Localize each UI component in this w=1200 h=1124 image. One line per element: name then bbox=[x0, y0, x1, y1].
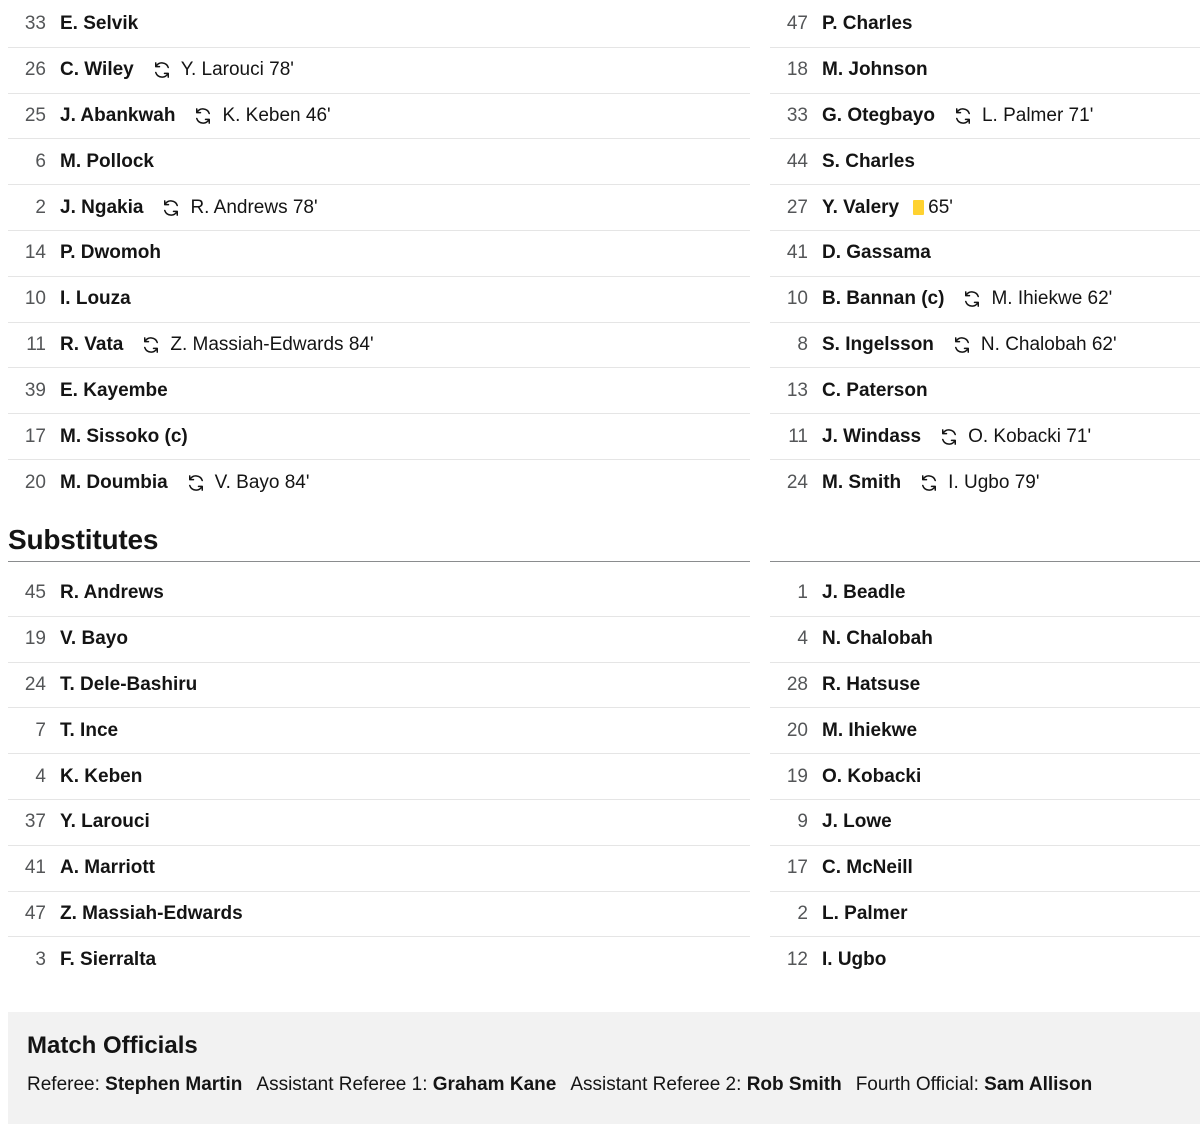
player-name: T. Dele-Bashiru bbox=[60, 673, 198, 695]
official-name: Graham Kane bbox=[432, 1074, 557, 1095]
shirt-number: 10 bbox=[786, 288, 808, 310]
player-name: M. Smith bbox=[822, 471, 902, 493]
substitute-name: O. Kobacki 71' bbox=[968, 425, 1092, 447]
substitution bbox=[939, 426, 1091, 448]
player-row bbox=[770, 571, 1200, 617]
substitutes-divider-home bbox=[8, 561, 750, 562]
substitution bbox=[193, 105, 330, 127]
player-name: P. Dwomoh bbox=[60, 242, 161, 264]
player-name: E. Selvik bbox=[60, 13, 139, 35]
player-name: C. Wiley bbox=[60, 59, 134, 81]
player-name: M. Pollock bbox=[60, 150, 154, 172]
shirt-number: 10 bbox=[24, 288, 46, 310]
player-row bbox=[8, 846, 750, 892]
player-row bbox=[770, 846, 1200, 892]
player-row bbox=[8, 323, 750, 369]
shirt-number: 9 bbox=[797, 811, 808, 833]
substitution-icon bbox=[161, 198, 190, 218]
player-row bbox=[770, 663, 1200, 709]
player-row bbox=[770, 800, 1200, 846]
yellow-card-icon bbox=[913, 200, 924, 215]
official-name: Sam Allison bbox=[984, 1074, 1093, 1095]
booking bbox=[913, 197, 953, 219]
shirt-number: 2 bbox=[797, 902, 808, 924]
official-role: Assistant Referee 2: bbox=[570, 1074, 747, 1095]
shirt-number: 20 bbox=[24, 471, 46, 493]
player-row bbox=[8, 185, 750, 231]
substitute-name: Z. Massiah-Edwards 84' bbox=[170, 333, 374, 355]
player-name: M. Ihiekwe bbox=[822, 719, 918, 741]
player-row bbox=[770, 892, 1200, 938]
shirt-number: 39 bbox=[24, 379, 46, 401]
player-row bbox=[8, 937, 750, 983]
shirt-number: 37 bbox=[24, 811, 46, 833]
home-substitutes bbox=[8, 571, 750, 983]
match-officials-heading: Match Officials bbox=[27, 1032, 198, 1059]
player-name: J. Windass bbox=[822, 425, 922, 447]
player-name: O. Kobacki bbox=[822, 765, 922, 787]
shirt-number: 47 bbox=[24, 902, 46, 924]
shirt-number: 28 bbox=[786, 673, 808, 695]
player-row bbox=[8, 94, 750, 140]
away-lineup bbox=[770, 2, 1200, 506]
shirt-number: 33 bbox=[24, 13, 46, 35]
player-name: Z. Massiah-Edwards bbox=[60, 902, 243, 924]
shirt-number: 19 bbox=[786, 765, 808, 787]
substitution-icon bbox=[962, 289, 991, 309]
player-row bbox=[770, 185, 1200, 231]
player-name: Y. Larouci bbox=[60, 811, 150, 833]
player-name: L. Palmer bbox=[822, 902, 908, 924]
player-row bbox=[8, 231, 750, 277]
player-name: B. Bannan (c) bbox=[822, 288, 945, 310]
shirt-number: 18 bbox=[786, 59, 808, 81]
player-row bbox=[8, 460, 750, 506]
player-row bbox=[8, 892, 750, 938]
shirt-number: 24 bbox=[786, 471, 808, 493]
player-row bbox=[770, 277, 1200, 323]
substitution-icon bbox=[952, 335, 981, 355]
booking-time: 65' bbox=[928, 196, 953, 218]
shirt-number: 14 bbox=[24, 242, 46, 264]
player-name: E. Kayembe bbox=[60, 379, 168, 401]
player-row bbox=[8, 139, 750, 185]
player-row bbox=[770, 937, 1200, 983]
shirt-number: 17 bbox=[786, 857, 808, 879]
substitute-name: L. Palmer 71' bbox=[981, 104, 1094, 126]
player-name: K. Keben bbox=[60, 765, 143, 787]
player-row bbox=[770, 368, 1200, 414]
player-name: C. McNeill bbox=[822, 857, 913, 879]
shirt-number: 25 bbox=[24, 104, 46, 126]
shirt-number: 33 bbox=[786, 104, 808, 126]
shirt-number: 20 bbox=[786, 719, 808, 741]
shirt-number: 1 bbox=[797, 582, 808, 604]
player-name: I. Louza bbox=[60, 288, 131, 310]
away-substitutes bbox=[770, 571, 1200, 983]
player-row bbox=[770, 231, 1200, 277]
player-row bbox=[8, 754, 750, 800]
substitute-name: M. Ihiekwe 62' bbox=[991, 288, 1113, 310]
player-name: G. Otegbayo bbox=[822, 104, 935, 126]
substitution bbox=[161, 197, 317, 219]
player-name: Y. Valery bbox=[822, 196, 900, 218]
officials-list bbox=[27, 1074, 1181, 1096]
player-row bbox=[8, 277, 750, 323]
substitution-icon bbox=[141, 335, 170, 355]
player-name: S. Ingelsson bbox=[822, 333, 934, 355]
player-name: S. Charles bbox=[822, 150, 915, 172]
player-name: T. Ince bbox=[60, 719, 119, 741]
shirt-number: 17 bbox=[24, 425, 46, 447]
player-row bbox=[770, 48, 1200, 94]
substitution-icon bbox=[919, 473, 948, 493]
shirt-number: 11 bbox=[26, 333, 46, 355]
player-name: J. Abankwah bbox=[60, 104, 176, 126]
player-name: R. Andrews bbox=[60, 582, 164, 604]
player-name: J. Lowe bbox=[822, 811, 892, 833]
substitute-name: V. Bayo 84' bbox=[214, 471, 310, 493]
substitution bbox=[952, 334, 1117, 356]
shirt-number: 2 bbox=[35, 196, 46, 218]
substitute-name: K. Keben 46' bbox=[222, 104, 331, 126]
shirt-number: 4 bbox=[797, 628, 808, 650]
official-role: Assistant Referee 1: bbox=[256, 1074, 433, 1095]
substitute-name: N. Chalobah 62' bbox=[980, 333, 1117, 355]
shirt-number: 11 bbox=[788, 425, 808, 447]
player-row bbox=[8, 414, 750, 460]
player-name: M. Sissoko (c) bbox=[60, 425, 188, 447]
player-row bbox=[770, 754, 1200, 800]
player-name: F. Sierralta bbox=[60, 949, 157, 971]
player-name: J. Ngakia bbox=[60, 196, 144, 218]
official-name: Rob Smith bbox=[746, 1074, 842, 1095]
substitution-icon bbox=[953, 106, 982, 126]
substitution-icon bbox=[152, 60, 181, 80]
player-name: A. Marriott bbox=[60, 857, 155, 879]
substitution bbox=[962, 288, 1112, 310]
player-row bbox=[770, 617, 1200, 663]
substitution-icon bbox=[186, 473, 215, 493]
substitutes-heading: Substitutes bbox=[8, 524, 159, 555]
substitute-name: R. Andrews 78' bbox=[190, 196, 318, 218]
player-name: N. Chalobah bbox=[822, 628, 933, 650]
player-name: D. Gassama bbox=[822, 242, 931, 264]
player-row bbox=[8, 708, 750, 754]
player-name: V. Bayo bbox=[60, 628, 128, 650]
player-name: R. Vata bbox=[60, 333, 124, 355]
official-role: Referee: bbox=[27, 1074, 106, 1095]
player-row bbox=[8, 800, 750, 846]
shirt-number: 27 bbox=[786, 196, 808, 218]
substitute-name: I. Ugbo 79' bbox=[948, 471, 1040, 493]
substitution bbox=[919, 472, 1039, 494]
substitution-icon bbox=[193, 106, 222, 126]
official-role: Fourth Official: bbox=[855, 1074, 985, 1095]
player-row bbox=[770, 94, 1200, 140]
player-row bbox=[8, 617, 750, 663]
shirt-number: 44 bbox=[786, 150, 808, 172]
player-name: J. Beadle bbox=[822, 582, 906, 604]
shirt-number: 3 bbox=[35, 949, 46, 971]
shirt-number: 8 bbox=[797, 333, 808, 355]
player-name: R. Hatsuse bbox=[822, 673, 921, 695]
shirt-number: 41 bbox=[24, 857, 46, 879]
shirt-number: 6 bbox=[35, 150, 46, 172]
player-row bbox=[770, 139, 1200, 185]
substitution bbox=[186, 472, 310, 494]
substitution bbox=[141, 334, 373, 356]
substitution bbox=[152, 59, 294, 81]
shirt-number: 24 bbox=[24, 673, 46, 695]
shirt-number: 13 bbox=[786, 379, 808, 401]
player-name: P. Charles bbox=[822, 13, 913, 35]
player-row bbox=[8, 2, 750, 48]
match-officials-panel bbox=[8, 1012, 1200, 1124]
player-row bbox=[770, 460, 1200, 506]
official-name: Stephen Martin bbox=[105, 1074, 243, 1095]
shirt-number: 26 bbox=[24, 59, 46, 81]
shirt-number: 19 bbox=[24, 628, 46, 650]
player-row bbox=[770, 2, 1200, 48]
player-name: C. Paterson bbox=[822, 379, 928, 401]
player-row bbox=[770, 708, 1200, 754]
substitutes-divider-away bbox=[770, 561, 1200, 562]
player-row bbox=[770, 323, 1200, 369]
substitute-name: Y. Larouci 78' bbox=[180, 59, 294, 81]
shirt-number: 4 bbox=[35, 765, 46, 787]
player-row bbox=[8, 663, 750, 709]
shirt-number: 7 bbox=[35, 719, 46, 741]
player-row bbox=[8, 368, 750, 414]
substitution bbox=[953, 105, 1093, 127]
player-row bbox=[770, 414, 1200, 460]
shirt-number: 41 bbox=[786, 242, 808, 264]
substitution-icon bbox=[939, 427, 968, 447]
player-row bbox=[8, 48, 750, 94]
shirt-number: 12 bbox=[786, 949, 808, 971]
home-lineup bbox=[8, 2, 750, 506]
shirt-number: 47 bbox=[786, 13, 808, 35]
player-name: I. Ugbo bbox=[822, 949, 887, 971]
player-name: M. Doumbia bbox=[60, 471, 168, 493]
shirt-number: 45 bbox=[24, 582, 46, 604]
player-row bbox=[8, 571, 750, 617]
player-name: M. Johnson bbox=[822, 59, 928, 81]
